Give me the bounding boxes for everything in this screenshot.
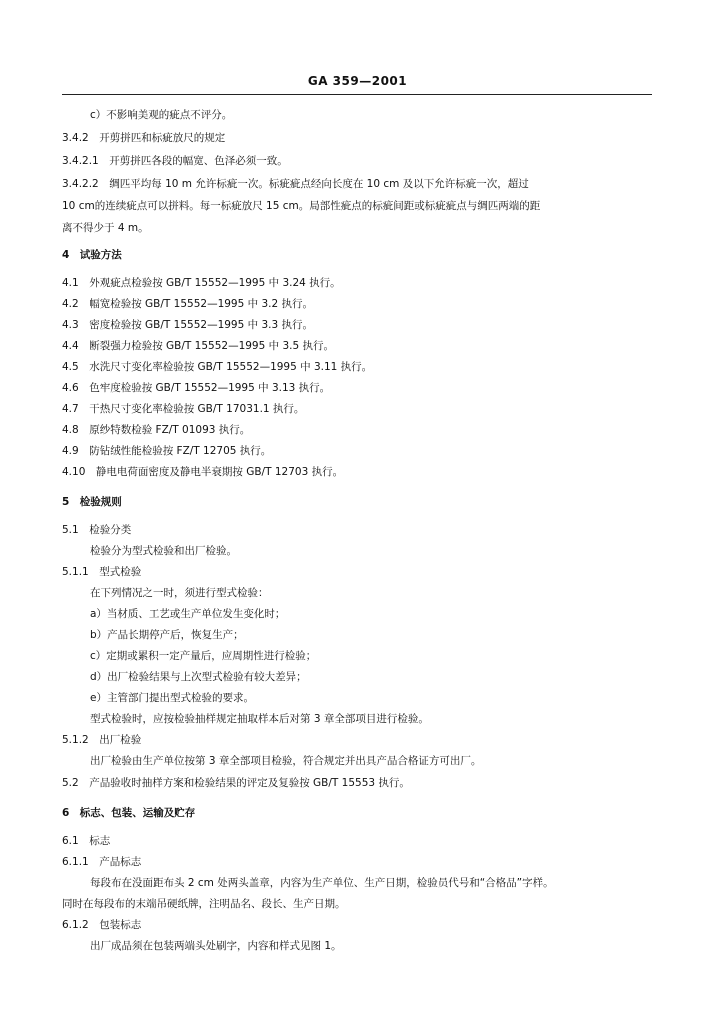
text-line: 4.8 原纱特数检验 FZ/T 01093 执行。: [62, 424, 251, 436]
text-line: 4.2 幅宽检验按 GB/T 15552—1995 中 3.2 执行。: [62, 298, 313, 310]
text-line: c）不影响美观的疵点不评分。: [90, 109, 233, 121]
text-line: 检验分为型式检验和出厂检验。: [90, 545, 237, 557]
clause-heading: 3.4.2 开剪拼匹和标疵放尺的规定: [62, 132, 226, 144]
list-item: e）主管部门提出型式检验的要求。: [90, 692, 254, 704]
clause-heading: 6.1.1 产品标志: [62, 856, 142, 868]
text-line: 4.10 静电电荷面密度及静电半衰期按 GB/T 12703 执行。: [62, 466, 344, 478]
header-divider: [62, 94, 652, 95]
text-line: 在下列情况之一时，须进行型式检验：: [90, 587, 269, 599]
text-line: 4.3 密度检验按 GB/T 15552—1995 中 3.3 执行。: [62, 319, 313, 331]
text-line: 每段布在没面距布头 2 cm 处两头盖章，内容为生产单位、生产日期，检验员代号和“合格品”字样。: [90, 877, 554, 889]
list-item: b）产品长期停产后，恢复生产；: [90, 629, 244, 641]
text-line: 同时在每段布的末端吊硬纸牌，注明品名、段长、生产日期。: [62, 898, 346, 910]
text-line: 4.6 色牢度检验按 GB/T 15552—1995 中 3.13 执行。: [62, 382, 331, 394]
text-line: 4.9 防钻绒性能检验按 FZ/T 12705 执行。: [62, 445, 272, 457]
clause-heading: 5.1.2 出厂检验: [62, 734, 142, 746]
header-standard-code: GA 359—2001: [307, 74, 408, 88]
text-line: 10 cm的连续疵点可以拼料。每一标疵放尺 15 cm。局部性疵点的标疵间距或标疵疵点与绸匹两端的距: [62, 200, 541, 212]
list-item: a）当材质、工艺或生产单位发生变化时；: [90, 608, 286, 620]
clause-heading: 6.1 标志: [62, 835, 111, 847]
text-line: 3.4.2.1 开剪拼匹各段的幅宽、色泽必须一致。: [62, 155, 288, 167]
text-line: 4.4 断裂强力检验按 GB/T 15552—1995 中 3.5 执行。: [62, 340, 334, 352]
text-line: 4.7 干热尺寸变化率检验按 GB/T 17031.1 执行。: [62, 403, 305, 415]
text-line: 出厂检验由生产单位按第 3 章全部项目检验，符合规定并出具产品合格证方可出厂。: [90, 755, 482, 767]
list-item: c）定期或累积一定产量后，应周期性进行检验；: [90, 650, 317, 662]
text-line: 型式检验时，应按检验抽样规定抽取样本后对第 3 章全部项目进行检验。: [90, 713, 429, 725]
text-line: 出厂成品须在包装两端头处刷字，内容和样式见图 1。: [90, 940, 342, 952]
text-line: 3.4.2.2 绸匹平均每 10 m 允许标疵一次。标疵疵点经向长度在 10 cm 及以下允许标疵一次，超过: [62, 178, 529, 190]
text-line: 4.5 水洗尺寸变化率检验按 GB/T 15552—1995 中 3.11 执行。: [62, 361, 373, 373]
list-item: d）出厂检验结果与上次型式检验有较大差异；: [90, 671, 307, 683]
section-heading: 5 检验规则: [62, 496, 122, 508]
section-heading: 6 标志、包装、运输及贮存: [62, 807, 196, 819]
text-line: 5.2 产品验收时抽样方案和检验结果的评定及复验按 GB/T 15553 执行。: [62, 777, 410, 789]
section-heading: 4 试验方法: [62, 249, 122, 261]
text-line: 离不得少于 4 m。: [62, 222, 149, 234]
clause-heading: 6.1.2 包装标志: [62, 919, 142, 931]
text-line: 4.1 外观疵点检验按 GB/T 15552—1995 中 3.24 执行。: [62, 277, 341, 289]
clause-heading: 5.1.1 型式检验: [62, 566, 142, 578]
clause-heading: 5.1 检验分类: [62, 524, 132, 536]
